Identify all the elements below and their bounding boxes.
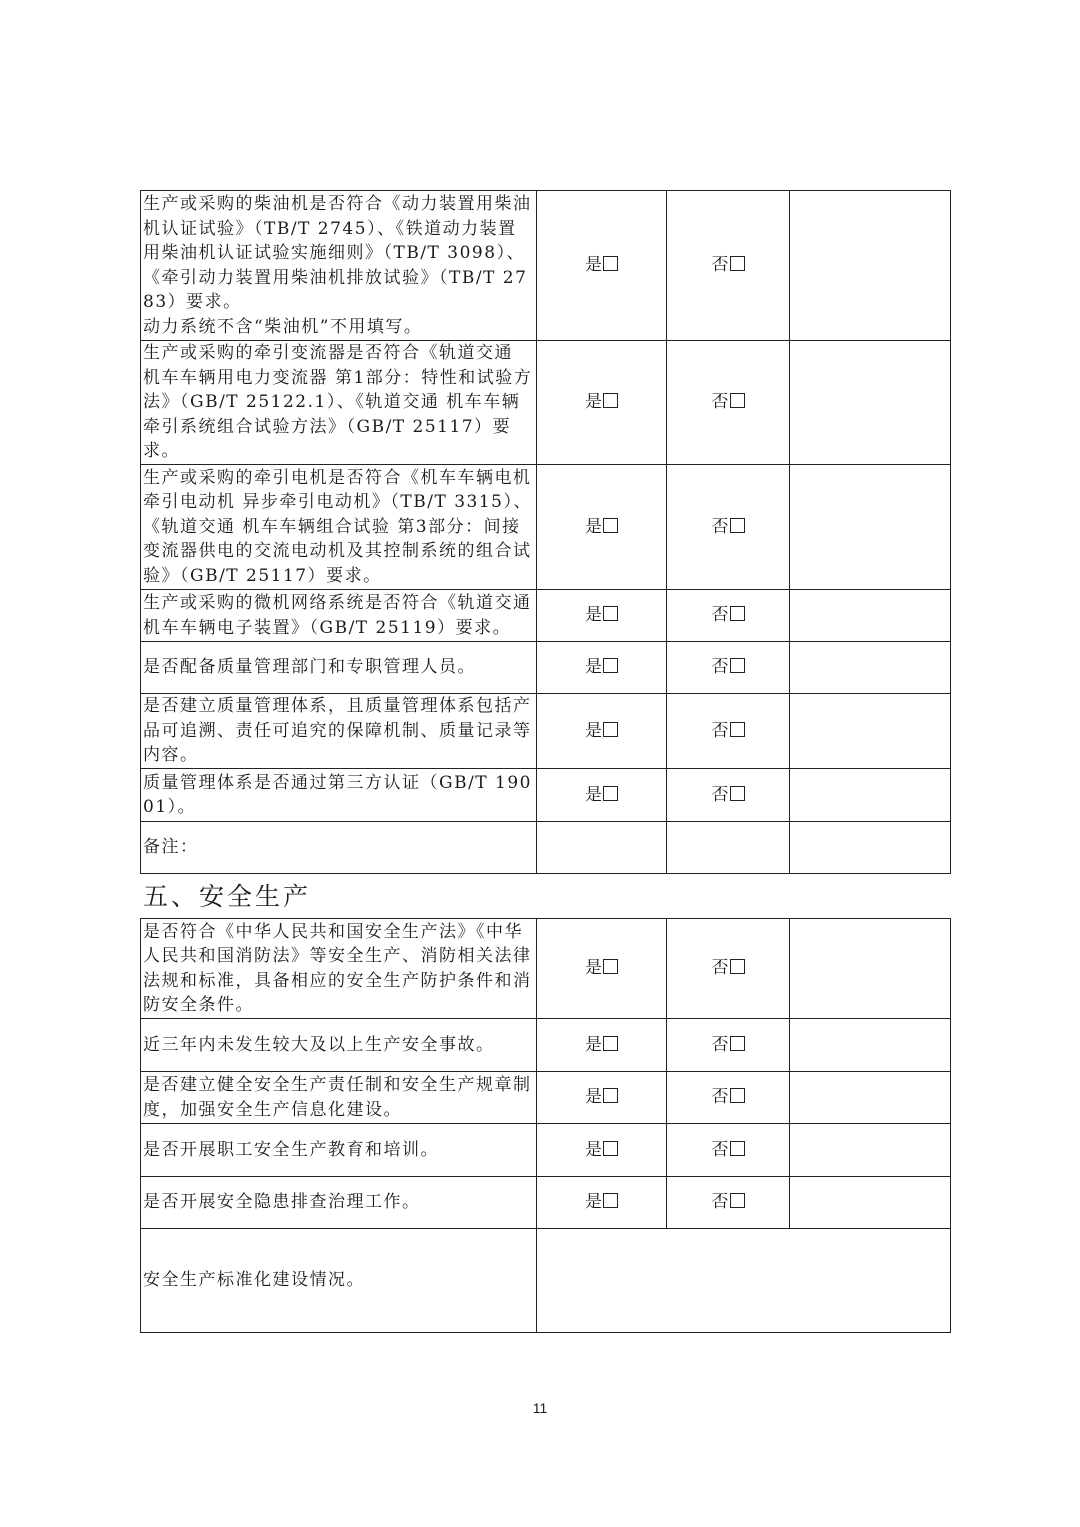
blank-cell[interactable] (790, 341, 951, 465)
question-text: 质量管理体系是否通过第三方认证（GB/T 19001）。 (143, 772, 532, 817)
blank-cell[interactable] (790, 465, 951, 590)
checkbox-icon[interactable] (730, 1193, 745, 1208)
question-text: 生产或采购的牵引变流器是否符合《轨道交通 机车车辆用电力变流器 第1部分：特性和试验方法》（GB/T 25122.1）、《轨道交通 机车车辆 牵引系统组合试验方法》（GB/T 25117）要求。 (143, 343, 533, 462)
question-cell (141, 590, 537, 642)
yes-label: 是 (585, 657, 602, 678)
checkbox-icon[interactable] (603, 658, 618, 673)
no-option[interactable] (667, 1072, 790, 1124)
question-text: 是否开展安全隐患排查治理工作。 (143, 1192, 421, 1213)
no-option[interactable] (667, 465, 790, 590)
blank-cell[interactable] (790, 1124, 951, 1177)
checkbox-icon[interactable] (730, 722, 745, 737)
table-row (141, 590, 951, 642)
yes-option[interactable] (537, 465, 667, 590)
checkbox-icon[interactable] (730, 518, 745, 533)
no-label: 否 (711, 516, 729, 537)
standardization-field[interactable] (537, 1229, 951, 1333)
question-cell (141, 191, 537, 341)
question-cell (141, 769, 537, 822)
table-row (141, 1177, 951, 1229)
no-option[interactable] (667, 919, 790, 1019)
table-row (141, 694, 951, 769)
no-label: 否 (711, 958, 729, 979)
question-cell (141, 1124, 537, 1177)
question-cell (141, 694, 537, 769)
remarks-field[interactable] (667, 822, 790, 874)
blank-cell[interactable] (790, 642, 951, 694)
no-option[interactable] (667, 590, 790, 642)
checkbox-icon[interactable] (603, 1141, 618, 1156)
blank-cell[interactable] (790, 1019, 951, 1072)
no-option[interactable] (667, 341, 790, 465)
checkbox-icon[interactable] (730, 959, 745, 974)
checkbox-icon[interactable] (730, 393, 745, 408)
remarks-field[interactable] (537, 822, 667, 874)
yes-label: 是 (585, 255, 602, 276)
question-text: 生产或采购的微机网络系统是否符合《轨道交通 机车车辆电子装置》（GB/T 25119）要求。 (143, 593, 532, 638)
no-label: 否 (711, 255, 729, 276)
checkbox-icon[interactable] (603, 1036, 618, 1051)
yes-option[interactable] (537, 1177, 667, 1229)
checkbox-icon[interactable] (603, 786, 618, 801)
no-option[interactable] (667, 1124, 790, 1177)
question-text: 是否配备质量管理部门和专职管理人员。 (143, 657, 476, 678)
question-text: 近三年内未发生较大及以上生产安全事故。 (143, 1034, 495, 1055)
no-option[interactable] (667, 642, 790, 694)
table-row (141, 919, 951, 1019)
blank-cell[interactable] (790, 191, 951, 341)
question-cell (141, 919, 537, 1019)
no-label: 否 (711, 1087, 729, 1108)
no-option[interactable] (667, 769, 790, 822)
yes-option[interactable] (537, 919, 667, 1019)
no-label: 否 (711, 1139, 729, 1160)
question-cell (141, 1019, 537, 1072)
checkbox-icon[interactable] (603, 606, 618, 621)
table-row (141, 1124, 951, 1177)
no-label: 否 (711, 1192, 729, 1213)
yes-option[interactable] (537, 642, 667, 694)
checkbox-icon[interactable] (603, 393, 618, 408)
checkbox-icon[interactable] (730, 658, 745, 673)
no-label: 否 (711, 784, 729, 805)
question-cell (141, 341, 537, 465)
yes-option[interactable] (537, 590, 667, 642)
question-text: 生产或采购的牵引电机是否符合《机车车辆电机 牵引电动机 异步牵引电动机》（TB/T 3315）、《轨道交通 机车车辆组合试验 第3部分：间接变流器供电的交流电动机及其控制系统的组合试验》（GB/T 25117）要求。 (143, 467, 532, 586)
blank-cell[interactable] (790, 694, 951, 769)
checkbox-icon[interactable] (603, 722, 618, 737)
question-text: 是否建立健全安全生产责任制和安全生产规章制度，加强安全生产信息化建设。 (143, 1075, 532, 1120)
no-option[interactable] (667, 191, 790, 341)
checkbox-icon[interactable] (730, 786, 745, 801)
no-option[interactable] (667, 1019, 790, 1072)
section-heading: 五、安全生产 (143, 882, 312, 911)
table-row (141, 642, 951, 694)
checkbox-icon[interactable] (730, 1036, 745, 1051)
question-cell (141, 642, 537, 694)
yes-option[interactable] (537, 341, 667, 465)
yes-label: 是 (585, 1192, 602, 1213)
question-cell (141, 1177, 537, 1229)
checkbox-icon[interactable] (603, 1088, 618, 1103)
yes-label: 是 (585, 392, 602, 413)
yes-option[interactable] (537, 1072, 667, 1124)
table-row (141, 341, 951, 465)
yes-option[interactable] (537, 1019, 667, 1072)
checkbox-icon[interactable] (603, 256, 618, 271)
standardization-label: 安全生产标准化建设情况。 (141, 1229, 537, 1333)
table-row (141, 191, 951, 341)
yes-label: 是 (585, 605, 602, 626)
question-text: 是否建立质量管理体系，且质量管理体系包括产品可追溯、责任可追究的保障机制、质量记录等内容。 (143, 696, 532, 766)
question-cell (141, 465, 537, 590)
yes-label: 是 (585, 784, 602, 805)
no-option[interactable] (667, 1177, 790, 1229)
no-label: 否 (711, 1034, 729, 1055)
question-text: 是否开展职工安全生产教育和培训。 (143, 1139, 439, 1160)
table-row (141, 1019, 951, 1072)
table-row (141, 769, 951, 822)
page-number: 11 (532, 1400, 548, 1416)
yes-option[interactable] (537, 769, 667, 822)
yes-option[interactable] (537, 191, 667, 341)
table-row (141, 1072, 951, 1124)
no-label: 否 (711, 720, 729, 741)
blank-cell[interactable] (790, 590, 951, 642)
no-option[interactable] (667, 694, 790, 769)
checkbox-icon[interactable] (730, 606, 745, 621)
blank-cell[interactable] (790, 769, 951, 822)
yes-option[interactable] (537, 694, 667, 769)
remarks-field[interactable] (790, 822, 951, 874)
yes-option[interactable] (537, 1124, 667, 1177)
table-row (141, 465, 951, 590)
yes-label: 是 (585, 720, 602, 741)
question-text: 是否符合《中华人民共和国安全生产法》《中华人民共和国消防法》等安全生产、消防相关法律法规和标准，具备相应的安全生产防护条件和消防安全条件。 (143, 921, 532, 1015)
blank-cell[interactable] (790, 1072, 951, 1124)
checkbox-icon[interactable] (730, 1141, 745, 1156)
checkbox-icon[interactable] (603, 959, 618, 974)
remarks-label: 备注： (141, 822, 537, 874)
checkbox-icon[interactable] (730, 1088, 745, 1103)
yes-label: 是 (585, 1034, 602, 1055)
yes-label: 是 (585, 958, 602, 979)
blank-cell[interactable] (790, 1177, 951, 1229)
blank-cell[interactable] (790, 919, 951, 1019)
safety-checklist-table (140, 918, 951, 1333)
question-text: 生产或采购的柴油机是否符合《动力装置用柴油机认证试验》（TB/T 2745）、《铁道动力装置用柴油机认证试验实施细则》（TB/T 3098）、《牵引动力装置用柴油机排放试验》（TB/T 2783）要求。 (143, 194, 532, 312)
no-label: 否 (711, 392, 729, 413)
standardization-row (141, 1229, 951, 1333)
yes-label: 是 (585, 1139, 602, 1160)
no-label: 否 (711, 657, 729, 678)
question-cell (141, 1072, 537, 1124)
yes-label: 是 (585, 516, 602, 537)
remarks-row (141, 822, 951, 874)
checkbox-icon[interactable] (730, 256, 745, 271)
no-label: 否 (711, 605, 729, 626)
yes-label: 是 (585, 1087, 602, 1108)
quality-checklist-table (140, 190, 951, 874)
checkbox-icon[interactable] (603, 1193, 618, 1208)
question-note: 动力系统不含“柴油机”不用填写。 (143, 316, 423, 337)
checkbox-icon[interactable] (603, 518, 618, 533)
